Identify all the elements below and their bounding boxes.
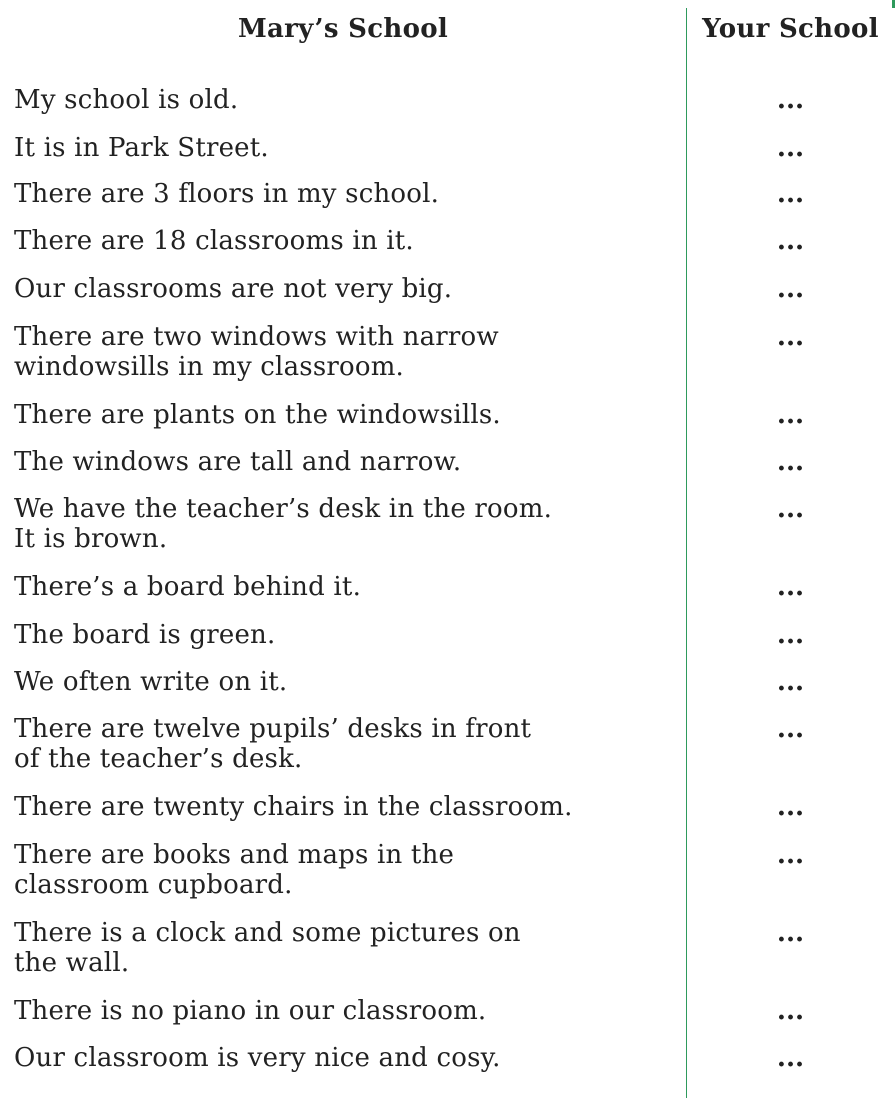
- your-school-placeholder: ...: [776, 179, 805, 209]
- sentence-line: windowsills in my classroom.: [14, 352, 405, 382]
- marys-school-sentence: [14, 620, 679, 650]
- marys-school-sentence: [14, 1043, 679, 1073]
- marys-school-sentence: [14, 179, 679, 209]
- your-school-placeholder: ...: [776, 322, 805, 352]
- marys-school-sentence: [14, 494, 679, 554]
- your-school-placeholder: ...: [776, 714, 805, 744]
- marys-school-sentence: [14, 322, 679, 382]
- sentence-line: There are twelve pupils’ desks in front: [14, 714, 532, 744]
- your-school-placeholder: ...: [776, 572, 805, 602]
- marys-school-sentence: [14, 714, 679, 774]
- sentence-line: There is a clock and some pictures on: [14, 918, 521, 948]
- marys-school-sentence: [14, 918, 679, 978]
- sentence-line: the wall.: [14, 948, 130, 978]
- your-school-placeholder: ...: [776, 792, 805, 822]
- sentence-line: There are twenty chairs in the classroom.: [14, 792, 573, 822]
- marys-school-sentence: [14, 274, 679, 304]
- your-school-placeholder: ...: [776, 133, 805, 163]
- marys-school-sentence: [14, 400, 679, 430]
- your-school-placeholder: ...: [776, 226, 805, 256]
- your-school-placeholder: ...: [776, 840, 805, 870]
- header-marys-school: Mary’s School: [237, 14, 449, 44]
- your-school-placeholder: ...: [776, 400, 805, 430]
- sentence-line: My school is old.: [14, 85, 239, 115]
- sentence-line: There are two windows with narrow: [14, 322, 499, 352]
- your-school-placeholder: ...: [776, 1043, 805, 1073]
- your-school-placeholder: ...: [776, 274, 805, 304]
- sentence-line: It is in Park Street.: [14, 133, 269, 163]
- your-school-placeholder: ...: [776, 996, 805, 1026]
- marys-school-sentence: [14, 792, 679, 822]
- sentence-line: There are plants on the windowsills.: [14, 400, 501, 430]
- sentence-line: There’s a board behind it.: [14, 572, 362, 602]
- your-school-placeholder: ...: [776, 667, 805, 697]
- sentence-line: We have the teacher’s desk in the room.: [14, 494, 553, 524]
- sentence-line: It is brown.: [14, 524, 168, 554]
- your-school-placeholder: ...: [776, 494, 805, 524]
- marys-school-sentence: [14, 667, 679, 697]
- sentence-line: There are 3 floors in my school.: [14, 179, 440, 209]
- your-school-placeholder: ...: [776, 447, 805, 477]
- sentence-line: Our classroom is very nice and cosy.: [14, 1043, 501, 1073]
- header-your-school: Your School: [702, 14, 879, 44]
- sentence-line: We often write on it.: [14, 667, 288, 697]
- sentence-line: The board is green.: [14, 620, 276, 650]
- sentence-line: The windows are tall and narrow.: [14, 447, 462, 477]
- marys-school-sentence: [14, 996, 679, 1026]
- marys-school-sentence: [14, 85, 679, 115]
- your-school-placeholder: ...: [776, 85, 805, 115]
- sentence-line: Our classrooms are not very big.: [14, 274, 453, 304]
- your-school-placeholder: ...: [776, 620, 805, 650]
- marys-school-sentence: [14, 840, 679, 900]
- sentence-line: There is no piano in our classroom.: [14, 996, 487, 1026]
- sentence-line: There are 18 classrooms in it.: [14, 226, 414, 256]
- sentence-line: classroom cupboard.: [14, 870, 293, 900]
- your-school-placeholder: ...: [776, 918, 805, 948]
- marys-school-sentence: [14, 447, 679, 477]
- marys-school-sentence: [14, 133, 679, 163]
- marys-school-sentence: [14, 226, 679, 256]
- sentence-line: of the teacher’s desk.: [14, 744, 303, 774]
- marys-school-sentence: [14, 572, 679, 602]
- sentence-line: There are books and maps in the: [14, 840, 455, 870]
